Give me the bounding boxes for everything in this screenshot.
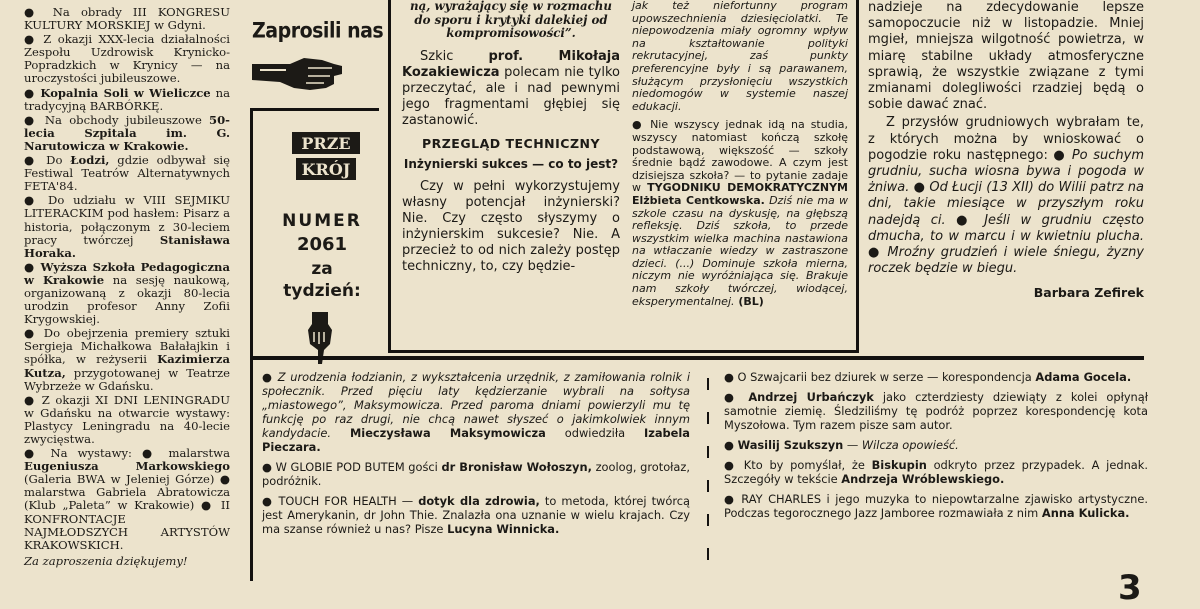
invite-item-2: ● Z okazji XXX-lecia działalności Zespołu Uzdrowisk Krynicko-Popradzkich w Krynicy — na uroczystości jubileuszowe. xyxy=(24,32,230,86)
education-text: jak też niefortunny program upowszechnienia dziesięciolatki. Te niepowodzenia miały ogromny wpływ na kształtowanie polityki rekrutacyjnej, zaś punkty preferencyjne były i są parawanem, służącym przysłonięciu wszystkich niedomogów w systemie naszej edukacji. xyxy=(632,0,848,113)
column-separator xyxy=(707,514,709,526)
article-body: Czy w pełni wykorzystujemy własny potencjał inżynierski? Nie. Czy często słyszymy o inżynierskim sukcesie? Nie. A przecież to od nich zależy postęp techniczny, to, czy będzie- xyxy=(402,178,620,274)
quote-text: ną, wyrażający się w rozmachu do sporu i krytyki dalekiej od kompromisowości”. xyxy=(410,0,612,40)
invite-item-10: ● Na wystawy: ● malarstwa Eugeniusza Markowskiego (Galeria BWA w Jeleniej Górze) ● malarstwa Gabriela Abratowicza (Klub „Paleta” w Krakowie) ● II KONFRONTACJE NAJMŁODSZYCH ARTYSTÓW KRAKOWSKICH. xyxy=(24,446,230,552)
invitations-column xyxy=(24,6,230,569)
invite-item-6: ● Do udziału w VIII SEJMIKU LITERACKIM pod hasłem: Pisarz a historia, połączonym z 30-leciem pracy twórczej Stanisława Horaka. xyxy=(24,193,230,260)
invite-item-9: ● Z okazji XI DNI LENINGRADU w Gdańsku na otwarcie wystawy: Plastycy Leningradu na 40-lecie zwycięstwa. xyxy=(24,392,230,446)
next-issue-column-a xyxy=(262,370,690,542)
school-article: ● Nie wszyscy jednak idą na studia, wszyscy natomiast kończą szkołę podstawową, większość — szkoły średnie bądź zawodowe. A czym jest dzisiejsza szkoła? — to pytanie zadaje w TYGODNIKU DEMOKRATYCZNYM Elżbieta Centkowska. Dziś nie ma w szkole czasu na dyskusję, na głębszą refleksję. Dziś szkoła, to przede wszystkim wielka machina nastawiona na wtłaczanie wiedzy w zastraszone dzieci. (...) Dominuje szkoła mierna, niczym nie wyróżniająca się. Brakuje nam szkoły twórczej, wiodącej, eksperymentalnej. (BL) xyxy=(632,118,848,308)
middle-box-right-border xyxy=(856,0,859,353)
section-title: Zaprosili nas xyxy=(252,18,384,44)
section-divider xyxy=(250,356,1144,360)
press-review-column-b xyxy=(632,0,848,308)
middle-box-left-border xyxy=(388,0,391,352)
weather-text: nadzieje na zdecydowanie lepsze samopoczucie niż w listopadzie. Mniej mgieł, mniejsza wilgotność powietrza, w miarę stabilne układy atmosferyczne sprawią, że wszystkie związane z tymi zmianami dolegliwości rzadziej będą o sobie dawać znać. xyxy=(868,0,1144,113)
issue-number xyxy=(264,210,380,302)
pointing-hand-icon xyxy=(250,50,346,98)
column-separator xyxy=(707,378,709,390)
teaser-5: ● Andrzej Urbańczyk jako czterdziesty dziewiąty z kolei opłynął samotnie ziemię. Śledziliśmy tę podróż poprzez korespondencję kota Myszołowa. Tym razem pisze sam autor. xyxy=(724,390,1148,432)
press-review-column-a xyxy=(402,0,620,275)
number-for: za xyxy=(311,259,333,279)
number-week: tydzień: xyxy=(283,281,361,301)
teaser-4: ● O Szwajcarii bez dziurek w serze — korespondencja Adama Gocela. xyxy=(724,370,1132,384)
column-separator xyxy=(707,412,709,424)
invite-item-4: ● Na obchody jubileuszowe 50-lecia Szpitala im. G. Narutowicza w Krakowie. xyxy=(24,112,230,153)
teaser-8: ● RAY CHARLES i jego muzyka to niepowtarzalne zjawisko artystyczne. Podczas tegorocznego Jazz Jamboree rozmawiała z nim Anna Kulicka. xyxy=(724,492,1148,520)
author-signature: Barbara Zefirek xyxy=(1033,285,1144,301)
column-separator xyxy=(707,446,709,458)
invite-item-3: ● Kopalnia Soli w Wieliczce na tradycyjną BARBÓRKĘ. xyxy=(24,85,230,113)
column-separator xyxy=(707,548,709,560)
invite-item-1: ● Na obrady III KONGRESU KULTURY MORSKIEJ w Gdyni. xyxy=(24,5,230,33)
teaser-1: ● Z urodzenia łodzianin, z wykształcenia urzędnik, z zamiłowania rolnik i społecznik. Przed pięciu laty kędzierzanie wybrali na sołtysa „miastowego”, Maksymowicza. Przed paroma dniami powierzyli mu tę funkcję po raz drugi, nie chcą nawet słyszeć o jakimkolwiek innym kandydacie. Mieczysława Maksymowicza odwiedziła Izabela Pieczara. xyxy=(262,370,690,454)
article-recommendation: Szkic prof. Mikołaja Kozakiewicza polecam nie tylko przeczytać, ale i nad pewnymi jego fragmentami głębiej się zastanowić. xyxy=(402,48,620,128)
number-value: 2061 xyxy=(296,234,348,255)
section-heading: PRZEGLĄD TECHNICZNY xyxy=(421,135,601,151)
teaser-7: ● Kto by pomyślał, że Biskupin odkryto przez przypadek. A jednak. Szczegóły w tekście Andrzeja Wróblewskiego. xyxy=(724,458,1148,486)
weather-column xyxy=(868,0,1144,300)
invite-item-8: ● Do obejrzenia premiery sztuki Sergieja Michałkowa Bałałajkin i spółka, w reżyserii Kazimierza Kutza, przygotowanej w Teatrze Wybrzeże w Gdańsku. xyxy=(24,326,230,393)
teaser-2: ● W GLOBIE POD BUTEM gości dr Bronisław Wołoszyn, zoolog, grotołaz, podróżnik. xyxy=(262,460,690,488)
invite-thanks: Za zaproszenia dziękujemy! xyxy=(24,553,188,568)
next-issue-column-b xyxy=(724,370,1148,526)
teaser-6: ● Wasilij Szukszyn — Wilcza opowieść. xyxy=(724,438,959,452)
teaser-3: ● TOUCH FOR HEALTH — dotyk dla zdrowia, to metoda, której twórcą jest Amerykanin, dr John Thie. Znalazła ona uznanie w wielu krajach. Czy ma szanse również u nas? Pisze Lucyna Winnicka. xyxy=(262,494,690,536)
proverbs-text: Z przysłów grudniowych wybrałam te, z których można by wnioskować o pogodzie roku następnego: ● Po suchym grudniu, sucha wiosna bywa i pogoda w żniwa. ● Od Łucji (13 XII) do Wilii patrz na dni, takie miesiące w przyszłym roku nadejdą ci. ● Jeśli w grudniu często dmucha, to w marcu i w kwietniu plucha. ● Mroźny grudzień i wiele śniegu, żyzny roczek będzie w biegu. xyxy=(868,115,1144,277)
page-number: 3 xyxy=(1118,568,1142,608)
svg-text:KRÓJ: KRÓJ xyxy=(301,160,351,179)
przekroj-logo xyxy=(292,132,360,182)
invite-item-7: ● Wyższa Szkoła Pedagogiczna w Krakowie na sesję naukową, organizowaną z okazji 80-lecia urodzin profesor Anny Zofii Krygowskiej. xyxy=(24,259,230,327)
svg-text:PRZE: PRZE xyxy=(301,134,351,153)
middle-box-bottom-border xyxy=(388,350,858,353)
column-separator xyxy=(707,480,709,492)
number-label: NUMER xyxy=(282,211,362,231)
invite-item-5: ● Do Łodzi, gdzie odbywał się Festiwal Teatrów Alternatywnych FETA'84. xyxy=(24,153,230,194)
article-title: Inżynierski sukces — co to jest? xyxy=(403,156,619,171)
